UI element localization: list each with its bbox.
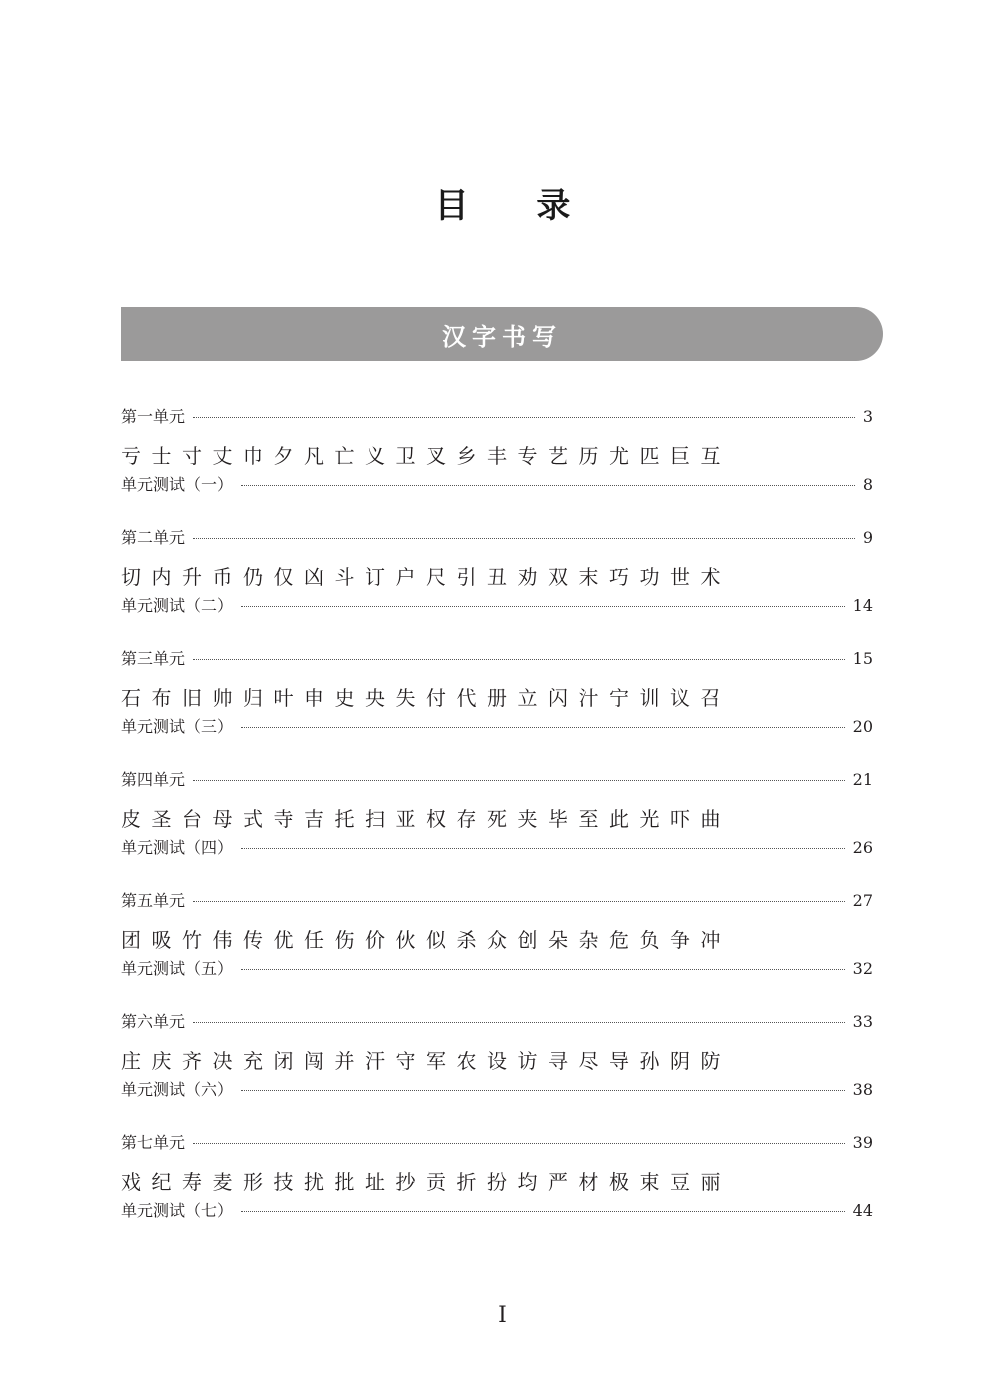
page-ref: 21: [852, 770, 873, 789]
unit-characters: [121, 799, 873, 835]
character: 束: [639, 1169, 660, 1194]
character: 巨: [670, 443, 690, 468]
toc-unit: [121, 1009, 873, 1130]
unit-characters: [121, 1041, 873, 1077]
page-ref: 20: [852, 717, 873, 736]
character: 军: [426, 1048, 446, 1073]
character: 冲: [700, 927, 721, 952]
page-ref: 32: [852, 959, 873, 978]
section-banner: [121, 307, 883, 361]
toc-entry-test[interactable]: [121, 593, 873, 625]
character: 守: [395, 1048, 416, 1073]
toc-entry-unit[interactable]: [121, 1130, 873, 1162]
unit-heading: 第五单元: [121, 891, 186, 910]
character: 齐: [182, 1048, 202, 1073]
character: 归: [243, 685, 263, 710]
character: 伤: [334, 927, 355, 952]
character: 存: [456, 806, 477, 831]
unit-characters: [121, 557, 873, 593]
dot-leader: [241, 1211, 845, 1212]
character: 吉: [304, 806, 324, 831]
character: 亏: [121, 443, 141, 468]
character: 皮: [121, 806, 141, 831]
character: 艺: [548, 443, 568, 468]
character: 光: [639, 806, 660, 831]
toc-entry-unit[interactable]: [121, 525, 873, 557]
test-label: 单元测试（七）: [121, 1201, 234, 1220]
character: 均: [517, 1169, 538, 1194]
test-label: 单元测试（二）: [121, 596, 234, 615]
unit-heading: 第二单元: [121, 528, 186, 547]
character: 尤: [609, 443, 629, 468]
character: 匹: [639, 443, 660, 468]
character: 汗: [365, 1048, 385, 1073]
character: 充: [243, 1048, 263, 1073]
character: 巧: [609, 564, 629, 589]
toc-unit: [121, 525, 873, 646]
character: 议: [670, 685, 690, 710]
character: 史: [334, 685, 355, 710]
character: 切: [121, 564, 141, 589]
character: 母: [212, 806, 233, 831]
unit-characters: [121, 678, 873, 714]
page-number: I: [498, 1303, 507, 1328]
page-ref: 39: [852, 1133, 873, 1152]
character: 址: [365, 1169, 385, 1194]
character: 孙: [639, 1048, 660, 1073]
character: 创: [517, 927, 538, 952]
character: 术: [700, 564, 721, 589]
character: 庄: [121, 1048, 141, 1073]
character: 丽: [700, 1169, 721, 1194]
unit-characters: [121, 920, 873, 956]
character: 亚: [395, 806, 416, 831]
dot-leader: [241, 969, 845, 970]
character: 义: [365, 443, 385, 468]
section-title: 汉字书写: [442, 322, 562, 351]
character: 闪: [548, 685, 568, 710]
character: 帅: [212, 685, 233, 710]
character: 卫: [395, 443, 416, 468]
character: 凡: [304, 443, 324, 468]
toc-unit: [121, 888, 873, 1009]
page-ref: 33: [852, 1012, 873, 1031]
toc-unit: [121, 404, 873, 525]
toc-entry-unit[interactable]: [121, 1009, 873, 1041]
toc-entry-test[interactable]: [121, 956, 873, 988]
character: 闭: [273, 1048, 294, 1073]
character: 寻: [548, 1048, 568, 1073]
character: 价: [365, 927, 385, 952]
character: 材: [578, 1169, 599, 1194]
table-of-contents: [121, 404, 873, 1251]
page-ref: 15: [852, 649, 873, 668]
character: 双: [548, 564, 568, 589]
character: 丑: [487, 564, 507, 589]
dot-leader: [193, 1143, 845, 1144]
character: 代: [456, 685, 477, 710]
character: 布: [151, 685, 172, 710]
character: 训: [639, 685, 660, 710]
character: 麦: [212, 1169, 233, 1194]
toc-entry-test[interactable]: [121, 472, 873, 504]
character: 石: [121, 685, 141, 710]
character: 闯: [304, 1048, 324, 1073]
character: 专: [517, 443, 538, 468]
character: 托: [334, 806, 355, 831]
character: 形: [243, 1169, 263, 1194]
character: 内: [151, 564, 172, 589]
test-label: 单元测试（四）: [121, 838, 234, 857]
character: 访: [517, 1048, 538, 1073]
test-label: 单元测试（三）: [121, 717, 234, 736]
character: 尽: [578, 1048, 599, 1073]
test-label: 单元测试（五）: [121, 959, 234, 978]
character: 纪: [151, 1169, 172, 1194]
character: 寺: [273, 806, 294, 831]
character: 台: [182, 806, 202, 831]
dot-leader: [241, 485, 855, 486]
toc-entry-unit[interactable]: [121, 646, 873, 678]
page-ref: 14: [852, 596, 873, 615]
character: 寿: [182, 1169, 202, 1194]
test-label: 单元测试（六）: [121, 1080, 234, 1099]
character: 庆: [151, 1048, 172, 1073]
unit-heading: 第四单元: [121, 770, 186, 789]
character: 传: [243, 927, 263, 952]
unit-characters: [121, 1162, 873, 1198]
character: 升: [182, 564, 202, 589]
dot-leader: [241, 848, 845, 849]
character: 死: [487, 806, 507, 831]
character: 式: [243, 806, 263, 831]
toc-entry-test[interactable]: [121, 1077, 873, 1109]
character: 订: [365, 564, 385, 589]
toc-unit: [121, 646, 873, 767]
character: 豆: [670, 1169, 690, 1194]
character: 扰: [304, 1169, 324, 1194]
dot-leader: [241, 727, 845, 728]
character: 至: [578, 806, 599, 831]
toc-entry-unit[interactable]: [121, 888, 873, 920]
character: 巾: [243, 443, 263, 468]
character: 毕: [548, 806, 568, 831]
character: 丈: [212, 443, 233, 468]
character: 立: [517, 685, 538, 710]
character: 杀: [456, 927, 477, 952]
toc-entry-test[interactable]: [121, 1198, 873, 1230]
character: 贡: [426, 1169, 446, 1194]
toc-unit: [121, 1130, 873, 1251]
page-ref: 8: [862, 475, 873, 494]
unit-heading: 第六单元: [121, 1012, 186, 1031]
character: 此: [609, 806, 629, 831]
toc-entry-unit[interactable]: [121, 404, 873, 436]
page-ref: 38: [852, 1080, 873, 1099]
character: 世: [670, 564, 690, 589]
character: 并: [334, 1048, 355, 1073]
character: 圣: [151, 806, 172, 831]
character: 扫: [365, 806, 385, 831]
character: 众: [487, 927, 507, 952]
character: 付: [426, 685, 446, 710]
character: 设: [487, 1048, 507, 1073]
character: 士: [151, 443, 172, 468]
character: 杂: [578, 927, 599, 952]
character: 竹: [182, 927, 202, 952]
dot-leader: [193, 901, 845, 902]
page-ref: 9: [862, 528, 873, 547]
dot-leader: [241, 606, 845, 607]
character: 严: [548, 1169, 568, 1194]
character: 央: [365, 685, 385, 710]
dot-leader: [241, 1090, 845, 1091]
unit-heading: 第三单元: [121, 649, 186, 668]
character: 极: [609, 1169, 629, 1194]
character: 币: [212, 564, 233, 589]
character: 旧: [182, 685, 202, 710]
page-title: 目 录: [434, 186, 599, 226]
character: 册: [487, 685, 507, 710]
character: 团: [121, 927, 141, 952]
dot-leader: [193, 538, 855, 539]
character: 农: [456, 1048, 477, 1073]
page-ref: 27: [852, 891, 873, 910]
character: 劝: [517, 564, 538, 589]
character: 折: [456, 1169, 477, 1194]
character: 争: [670, 927, 690, 952]
page-ref: 26: [852, 838, 873, 857]
character: 危: [609, 927, 629, 952]
character: 引: [456, 564, 477, 589]
character: 宁: [609, 685, 629, 710]
page-ref: 3: [862, 407, 873, 426]
character: 吓: [670, 806, 690, 831]
character: 斗: [334, 564, 355, 589]
character: 功: [639, 564, 660, 589]
character: 寸: [182, 443, 202, 468]
toc-entry-unit[interactable]: [121, 767, 873, 799]
character: 戏: [121, 1169, 141, 1194]
character: 优: [273, 927, 294, 952]
character: 夹: [517, 806, 538, 831]
character: 末: [578, 564, 599, 589]
dot-leader: [193, 659, 845, 660]
character: 曲: [700, 806, 721, 831]
character: 乡: [456, 443, 477, 468]
toc-unit: [121, 767, 873, 888]
unit-heading: 第一单元: [121, 407, 186, 426]
character: 朵: [548, 927, 568, 952]
character: 防: [700, 1048, 721, 1073]
unit-heading: 第七单元: [121, 1133, 186, 1152]
dot-leader: [193, 780, 845, 781]
toc-entry-test[interactable]: [121, 835, 873, 867]
character: 阴: [670, 1048, 690, 1073]
character: 技: [273, 1169, 294, 1194]
character: 凶: [304, 564, 324, 589]
dot-leader: [193, 417, 855, 418]
character: 尺: [426, 564, 446, 589]
dot-leader: [193, 1022, 845, 1023]
character: 导: [609, 1048, 629, 1073]
character: 仅: [273, 564, 294, 589]
character: 任: [304, 927, 324, 952]
character: 似: [426, 927, 446, 952]
character: 负: [639, 927, 660, 952]
character: 叉: [426, 443, 446, 468]
unit-characters: [121, 436, 873, 472]
character: 伙: [395, 927, 416, 952]
character: 仍: [243, 564, 263, 589]
character: 伟: [212, 927, 233, 952]
character: 汁: [578, 685, 599, 710]
character: 权: [426, 806, 446, 831]
page-ref: 44: [852, 1201, 873, 1220]
character: 亡: [334, 443, 355, 468]
character: 户: [395, 564, 416, 589]
character: 吸: [151, 927, 172, 952]
character: 历: [578, 443, 599, 468]
test-label: 单元测试（一）: [121, 475, 234, 494]
character: 申: [304, 685, 324, 710]
character: 批: [334, 1169, 355, 1194]
character: 召: [700, 685, 721, 710]
character: 抄: [395, 1169, 416, 1194]
toc-entry-test[interactable]: [121, 714, 873, 746]
character: 互: [700, 443, 721, 468]
character: 决: [212, 1048, 233, 1073]
character: 失: [395, 685, 416, 710]
character: 丰: [487, 443, 507, 468]
character: 夕: [273, 443, 294, 468]
character: 叶: [273, 685, 294, 710]
character: 扮: [487, 1169, 507, 1194]
